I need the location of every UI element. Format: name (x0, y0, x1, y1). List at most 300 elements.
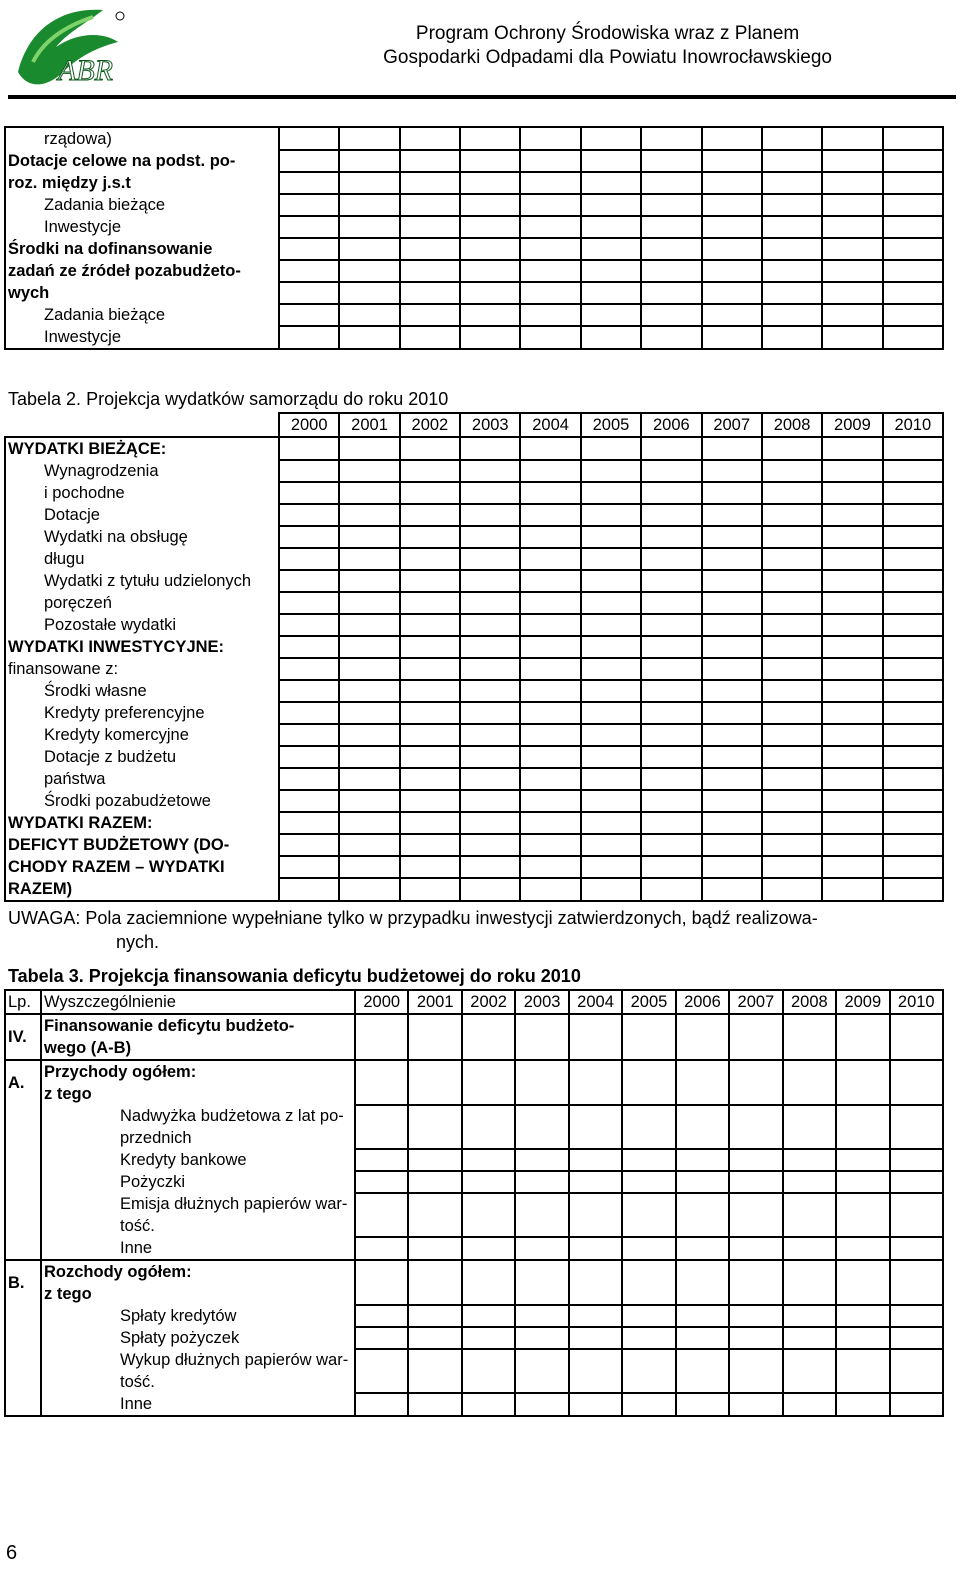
value-cell (822, 878, 882, 901)
value-cell (676, 1149, 729, 1171)
value-cell (890, 1305, 943, 1327)
value-cell (762, 482, 822, 504)
title-line-1: Program Ochrony Środowiska wraz z Planem (415, 23, 800, 44)
value-cell (641, 504, 701, 526)
value-cell (762, 592, 822, 614)
value-cell (460, 746, 520, 768)
value-cell (883, 768, 943, 790)
table-1-continuation (4, 126, 944, 350)
value-cell (883, 482, 943, 504)
value-cell (408, 1014, 461, 1060)
value-cell (462, 1149, 515, 1171)
table-row (5, 1014, 943, 1060)
value-cell (702, 834, 762, 856)
value-cell (729, 1349, 782, 1393)
value-cell (339, 768, 399, 790)
value-cell (641, 460, 701, 482)
value-cell (641, 614, 701, 636)
value-cell (339, 834, 399, 856)
value-cell (641, 172, 701, 194)
value-cell (641, 437, 701, 460)
value-cell (581, 548, 641, 570)
value-cell (569, 1305, 622, 1327)
table-2-caption-label: Tabela 2. (8, 389, 82, 409)
table-2-expenditure (4, 412, 944, 902)
value-cell (400, 812, 460, 834)
value-cell (883, 680, 943, 702)
value-cell (822, 614, 882, 636)
value-cell (460, 768, 520, 790)
value-cell (641, 326, 701, 349)
value-cell (339, 216, 399, 238)
value-cell (515, 1305, 568, 1327)
value-cell (622, 1014, 675, 1060)
value-cell (822, 570, 882, 592)
value-cell (355, 1327, 408, 1349)
value-cell (702, 326, 762, 349)
value-cell (783, 1193, 836, 1237)
row-label-line: wego (A-B) (44, 1039, 132, 1057)
value-cell (641, 282, 701, 304)
value-cell (729, 1149, 782, 1171)
value-cell (641, 526, 701, 548)
row-label: Środki na dofinansowanie (5, 238, 279, 260)
value-cell (883, 614, 943, 636)
value-cell (460, 724, 520, 746)
table-row (5, 150, 943, 172)
value-cell (520, 260, 580, 282)
value-cell (581, 702, 641, 724)
value-cell (460, 592, 520, 614)
value-cell (355, 1393, 408, 1416)
value-cell (762, 636, 822, 658)
value-cell (581, 790, 641, 812)
value-cell (641, 238, 701, 260)
value-cell (836, 1014, 889, 1060)
value-cell (883, 746, 943, 768)
row-label-line: Pożyczki (120, 1173, 186, 1191)
value-cell (520, 878, 580, 901)
year-header: 2008 (762, 413, 822, 437)
value-cell (822, 856, 882, 878)
value-cell (400, 127, 460, 150)
value-cell (822, 790, 882, 812)
value-cell (581, 172, 641, 194)
value-cell (836, 1105, 889, 1149)
value-cell (641, 658, 701, 680)
document-title (383, 22, 832, 70)
value-cell (408, 1149, 461, 1171)
row-label (41, 1014, 355, 1060)
value-cell (460, 614, 520, 636)
table-row (5, 702, 943, 724)
value-cell (339, 636, 399, 658)
row-label (41, 1260, 355, 1305)
value-cell (702, 768, 762, 790)
value-cell (762, 548, 822, 570)
row-label: Wydatki z tytułu udzielonych (5, 570, 279, 592)
row-label: Kredyty preferencyjne (5, 702, 279, 724)
row-label: Zadania bieżące (5, 194, 279, 216)
value-cell (339, 614, 399, 636)
value-cell (676, 1327, 729, 1349)
row-label: długu (5, 548, 279, 570)
value-cell (581, 834, 641, 856)
row-number: A. (5, 1060, 41, 1105)
value-cell (702, 570, 762, 592)
row-label: Środki pozabudżetowe (5, 790, 279, 812)
value-cell (339, 260, 399, 282)
value-cell (702, 127, 762, 150)
note (8, 906, 948, 954)
value-cell (460, 460, 520, 482)
value-cell (460, 216, 520, 238)
value-cell (339, 724, 399, 746)
value-cell (408, 1237, 461, 1260)
value-cell (702, 216, 762, 238)
table-row (5, 216, 943, 238)
value-cell (279, 172, 339, 194)
value-cell (520, 238, 580, 260)
value-cell (762, 746, 822, 768)
note-line-1: UWAGA: Pola zaciemnione wypełniane tylko w przypadku inwestycji zatwierdzonych, bądź realizowa- (8, 908, 818, 928)
table-row (5, 614, 943, 636)
value-cell (622, 1393, 675, 1416)
value-cell (355, 1305, 408, 1327)
value-cell (581, 878, 641, 901)
value-cell (400, 216, 460, 238)
value-cell (400, 437, 460, 460)
value-cell (400, 172, 460, 194)
value-cell (515, 1393, 568, 1416)
value-cell (822, 702, 882, 724)
row-label-line: z tego (44, 1285, 92, 1303)
value-cell (581, 326, 641, 349)
table-row (5, 724, 943, 746)
value-cell (702, 482, 762, 504)
value-cell (581, 680, 641, 702)
header-divider (8, 95, 956, 99)
value-cell (822, 260, 882, 282)
value-cell (279, 326, 339, 349)
value-cell (883, 548, 943, 570)
value-cell (883, 592, 943, 614)
value-cell (460, 702, 520, 724)
table-row (5, 1149, 943, 1171)
value-cell (408, 1060, 461, 1105)
value-cell (279, 304, 339, 326)
value-cell (279, 592, 339, 614)
value-cell (400, 150, 460, 172)
value-cell (762, 194, 822, 216)
value-cell (279, 150, 339, 172)
value-cell (641, 702, 701, 724)
value-cell (890, 1260, 943, 1305)
row-label-line: Inne (120, 1239, 153, 1257)
row-label-line: Wykup dłużnych papierów war- (120, 1351, 349, 1369)
table-row (5, 878, 943, 901)
value-cell (400, 592, 460, 614)
value-cell (520, 614, 580, 636)
value-cell (279, 878, 339, 901)
value-cell (460, 570, 520, 592)
value-cell (581, 812, 641, 834)
value-cell (702, 658, 762, 680)
value-cell (400, 570, 460, 592)
row-label: Dotacje celowe na podst. po- (5, 150, 279, 172)
value-cell (581, 504, 641, 526)
value-cell (339, 548, 399, 570)
value-cell (460, 282, 520, 304)
value-cell (462, 1237, 515, 1260)
value-cell (581, 482, 641, 504)
value-cell (676, 1193, 729, 1237)
value-cell (520, 304, 580, 326)
value-cell (622, 1237, 675, 1260)
table-row (5, 548, 943, 570)
value-cell (400, 702, 460, 724)
year-header: 2001 (339, 413, 399, 437)
value-cell (641, 768, 701, 790)
value-cell (702, 702, 762, 724)
table-row (5, 592, 943, 614)
value-cell (822, 437, 882, 460)
value-cell (890, 1171, 943, 1193)
value-cell (822, 658, 882, 680)
value-cell (355, 1260, 408, 1305)
value-cell (515, 1237, 568, 1260)
value-cell (883, 790, 943, 812)
row-label: rządowa) (5, 127, 279, 150)
value-cell (822, 172, 882, 194)
value-cell (462, 1327, 515, 1349)
value-cell (883, 260, 943, 282)
value-cell (783, 1171, 836, 1193)
table-3-deficit-financing (4, 989, 944, 1417)
row-number: B. (5, 1260, 41, 1305)
value-cell (702, 238, 762, 260)
value-cell (520, 658, 580, 680)
value-cell (581, 768, 641, 790)
table-2-caption (8, 388, 448, 410)
value-cell (400, 636, 460, 658)
value-cell (400, 238, 460, 260)
value-cell (520, 570, 580, 592)
value-cell (890, 1014, 943, 1060)
table-row (5, 768, 943, 790)
value-cell (822, 216, 882, 238)
value-cell (460, 790, 520, 812)
value-cell (622, 1193, 675, 1237)
value-cell (279, 636, 339, 658)
row-label: Dotacje z budżetu (5, 746, 279, 768)
value-cell (762, 304, 822, 326)
value-cell (822, 460, 882, 482)
value-cell (581, 437, 641, 460)
value-cell (890, 1393, 943, 1416)
value-cell (762, 127, 822, 150)
value-cell (641, 304, 701, 326)
value-cell (762, 216, 822, 238)
value-cell (460, 304, 520, 326)
year-header: 2004 (520, 413, 580, 437)
value-cell (279, 504, 339, 526)
value-cell (460, 127, 520, 150)
value-cell (762, 790, 822, 812)
value-cell (836, 1060, 889, 1105)
value-cell (641, 636, 701, 658)
row-label: Wydatki na obsługę (5, 526, 279, 548)
value-cell (641, 680, 701, 702)
value-cell (279, 260, 339, 282)
value-cell (883, 658, 943, 680)
value-cell (729, 1060, 782, 1105)
value-cell (355, 1014, 408, 1060)
value-cell (460, 437, 520, 460)
row-label: RAZEM) (5, 878, 279, 901)
value-cell (822, 768, 882, 790)
row-label (41, 1393, 355, 1416)
year-header: 2008 (783, 990, 836, 1014)
value-cell (581, 856, 641, 878)
value-cell (622, 1149, 675, 1171)
value-cell (279, 680, 339, 702)
value-cell (355, 1105, 408, 1149)
value-cell (460, 150, 520, 172)
value-cell (460, 504, 520, 526)
value-cell (339, 856, 399, 878)
value-cell (339, 150, 399, 172)
value-cell (279, 834, 339, 856)
row-label-line: Rozchody ogółem: (44, 1263, 192, 1281)
value-cell (569, 1393, 622, 1416)
value-cell (400, 724, 460, 746)
table-row (5, 1105, 943, 1149)
value-cell (762, 326, 822, 349)
value-cell (836, 1260, 889, 1305)
value-cell (622, 1327, 675, 1349)
value-cell (729, 1105, 782, 1149)
table-row (5, 282, 943, 304)
value-cell (676, 1060, 729, 1105)
value-cell (729, 1260, 782, 1305)
value-cell (702, 150, 762, 172)
value-cell (836, 1171, 889, 1193)
value-cell (520, 702, 580, 724)
row-label (41, 1060, 355, 1105)
year-header: 2006 (641, 413, 701, 437)
value-cell (822, 680, 882, 702)
value-cell (702, 812, 762, 834)
value-cell (762, 856, 822, 878)
value-cell (355, 1149, 408, 1171)
value-cell (622, 1171, 675, 1193)
value-cell (702, 746, 762, 768)
value-cell (581, 526, 641, 548)
value-cell (883, 172, 943, 194)
value-cell (279, 658, 339, 680)
row-label-line: tość. (120, 1217, 155, 1235)
value-cell (279, 460, 339, 482)
value-cell (822, 834, 882, 856)
value-cell (762, 260, 822, 282)
row-number (5, 1237, 41, 1260)
value-cell (883, 702, 943, 724)
value-cell (822, 504, 882, 526)
value-cell (339, 238, 399, 260)
value-cell (581, 238, 641, 260)
row-number (5, 1393, 41, 1416)
table-row (5, 658, 943, 680)
row-label-line: przednich (120, 1129, 192, 1147)
value-cell (890, 1349, 943, 1393)
value-cell (581, 260, 641, 282)
value-cell (581, 570, 641, 592)
value-cell (883, 326, 943, 349)
value-cell (515, 1105, 568, 1149)
row-label: i pochodne (5, 482, 279, 504)
value-cell (400, 658, 460, 680)
value-cell (581, 658, 641, 680)
value-cell (339, 282, 399, 304)
value-cell (641, 878, 701, 901)
value-cell (460, 482, 520, 504)
year-header: 2003 (460, 413, 520, 437)
year-header: 2005 (581, 413, 641, 437)
year-header: 2002 (462, 990, 515, 1014)
value-cell (762, 812, 822, 834)
value-cell (339, 746, 399, 768)
row-label (41, 1305, 355, 1327)
value-cell (702, 548, 762, 570)
abr-logo-icon (8, 2, 126, 94)
value-cell (883, 636, 943, 658)
year-header: 2002 (400, 413, 460, 437)
value-cell (515, 1149, 568, 1171)
row-label: WYDATKI RAZEM: (5, 812, 279, 834)
value-cell (783, 1060, 836, 1105)
value-cell (400, 304, 460, 326)
value-cell (762, 150, 822, 172)
value-cell (339, 702, 399, 724)
value-cell (676, 1349, 729, 1393)
row-label (41, 1237, 355, 1260)
row-number (5, 1105, 41, 1149)
row-label: zadań ze źródeł pozabudżeto- (5, 260, 279, 282)
value-cell (729, 1171, 782, 1193)
value-cell (462, 1171, 515, 1193)
value-cell (883, 460, 943, 482)
value-cell (729, 1393, 782, 1416)
row-label (41, 1149, 355, 1171)
value-cell (883, 194, 943, 216)
value-cell (641, 856, 701, 878)
value-cell (408, 1393, 461, 1416)
value-cell (279, 238, 339, 260)
value-cell (762, 702, 822, 724)
value-cell (822, 304, 882, 326)
value-cell (520, 548, 580, 570)
value-cell (520, 812, 580, 834)
value-cell (460, 680, 520, 702)
row-label-line: tość. (120, 1373, 155, 1391)
table-row (5, 260, 943, 282)
value-cell (836, 1349, 889, 1393)
value-cell (279, 746, 339, 768)
table-row (5, 1260, 943, 1305)
value-cell (581, 127, 641, 150)
value-cell (462, 1014, 515, 1060)
